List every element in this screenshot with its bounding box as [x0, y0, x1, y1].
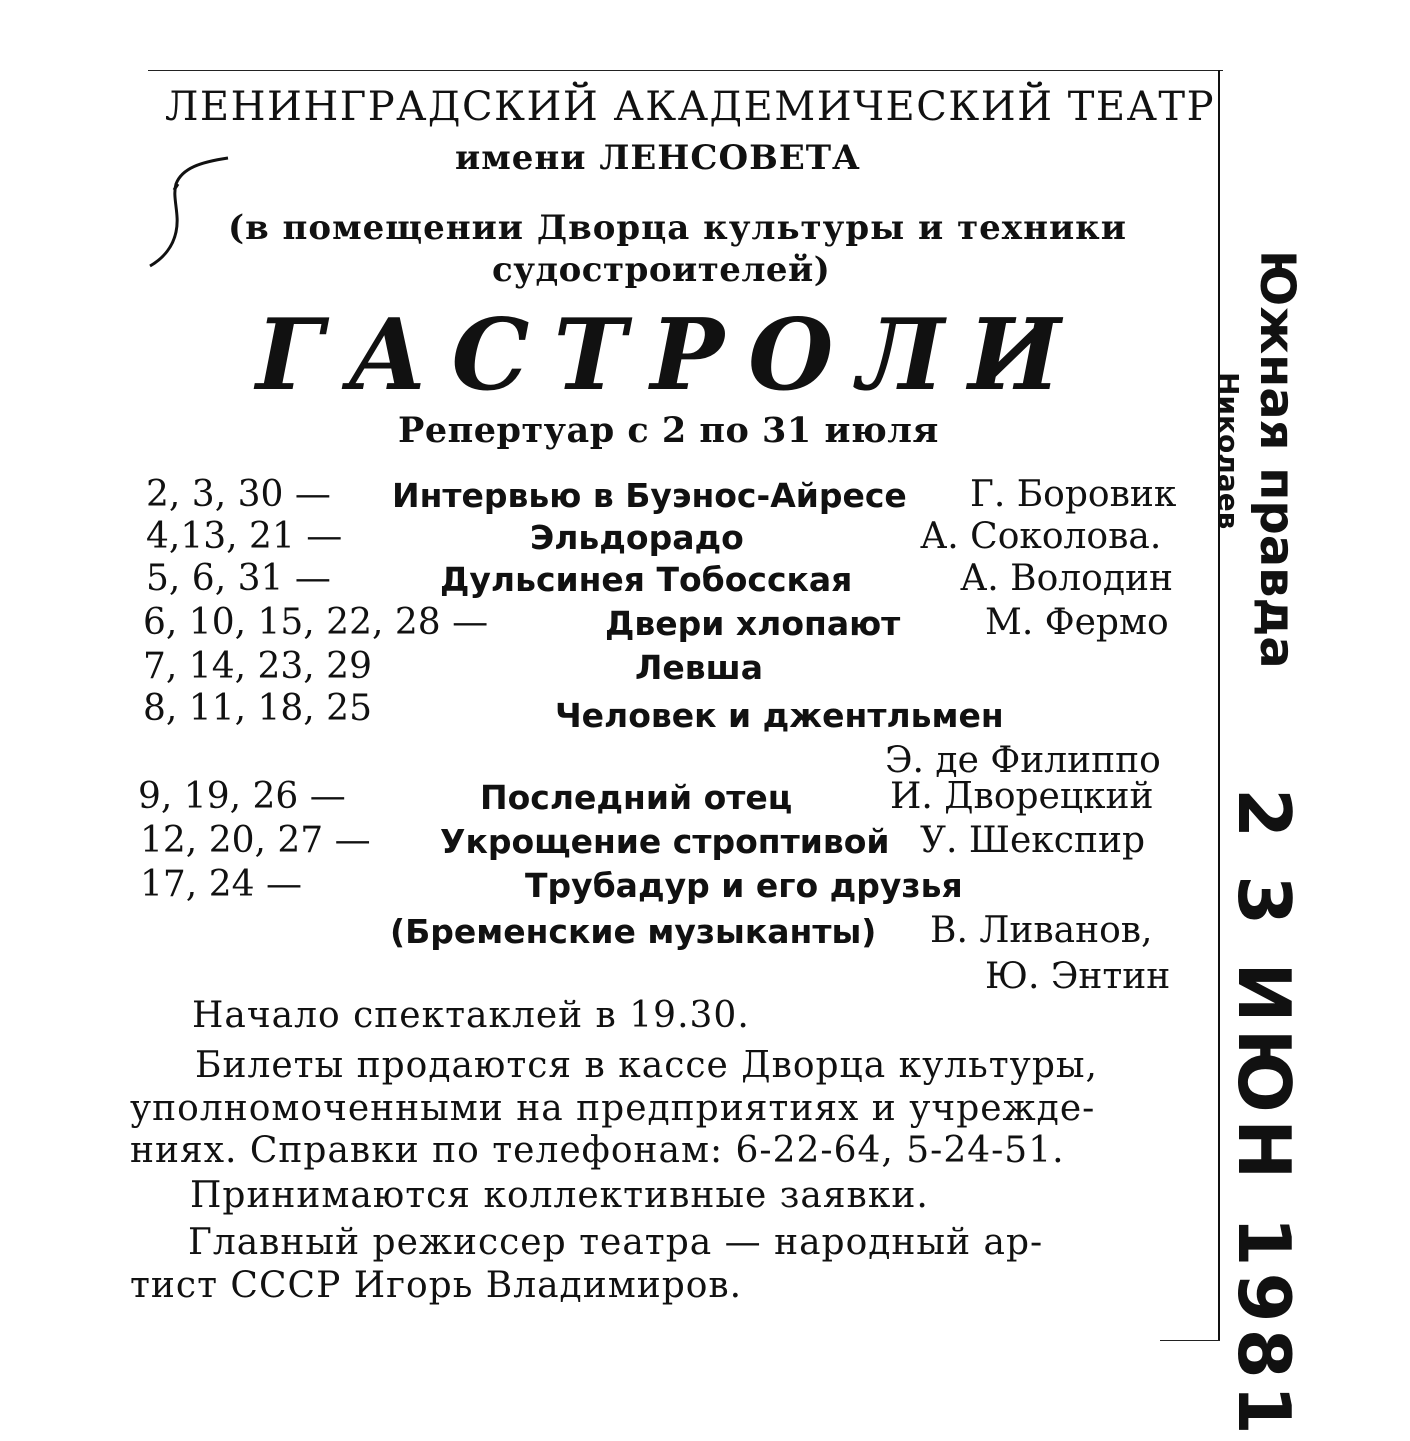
schedule-dates: 4,13, 21 — [146, 516, 343, 557]
schedule-title: Человек и джентльмен [555, 696, 1004, 735]
schedule-author: Э. де Филиппо [885, 740, 1161, 781]
tickets-line-1: Билеты продаются в кассе Дворца культуры, [195, 1045, 1098, 1086]
schedule-author-line-2: Ю. Энтин [985, 956, 1171, 997]
schedule-title: Последний отец [480, 778, 793, 817]
schedule-author: А. Володин [960, 558, 1173, 599]
named-after: имени ЛЕНСОВЕТА [455, 138, 861, 178]
schedule-title-line-2: (Бременские музыканты) [390, 912, 877, 951]
stamp-publication: Южная правда [1249, 250, 1305, 669]
schedule-author: И. Дворецкий [890, 776, 1154, 817]
venue-line-2: судостроителей) [492, 250, 831, 290]
tickets-line-2: уполномоченными на предприятиях и учрежде- [130, 1088, 1096, 1129]
schedule-dates: 7, 14, 23, 29 [143, 646, 372, 687]
schedule-dates: 2, 3, 30 — [146, 474, 331, 515]
schedule-title: Левша [635, 648, 763, 687]
director-line-1: Главный режиссер театра — народный ар- [188, 1222, 1044, 1263]
schedule-dates: 12, 20, 27 — [140, 820, 371, 861]
stamp-date: 2 3 ИЮН 1981 [1222, 788, 1306, 1441]
top-rule [148, 70, 1223, 71]
repertoire-heading: Репертуар с 2 по 31 июля [398, 410, 939, 451]
schedule-author: В. Ливанов, [930, 910, 1153, 951]
schedule-author: А. Соколова. [920, 516, 1162, 557]
schedule-author: М. Фермо [985, 602, 1169, 643]
venue-line-1: (в помещении Дворца культуры и техники [228, 208, 1127, 248]
schedule-dates: 17, 24 — [140, 864, 302, 905]
schedule-dates: 6, 10, 15, 22, 28 — [143, 602, 489, 643]
schedule-title: Трубадур и его друзья [525, 866, 963, 905]
schedule-title: Укрощение строптивой [440, 822, 890, 861]
tickets-line-3: ниях. Справки по телефонам: 6-22-64, 5-24-51. [130, 1130, 1065, 1171]
schedule-title: Интервью в Буэнос-Айресе [392, 476, 907, 515]
director-line-2: тист СССР Игорь Владимиров. [130, 1265, 743, 1306]
bottom-rule [1160, 1340, 1220, 1341]
schedule-title: Эльдорадо [530, 518, 744, 557]
start-time-note: Начало спектаклей в 19.30. [192, 995, 750, 1036]
schedule-dates: 9, 19, 26 — [138, 776, 346, 817]
headline: ГАСТРОЛИ [256, 298, 1085, 413]
group-orders-note: Принимаются коллективные заявки. [190, 1175, 929, 1216]
schedule-title: Двери хлопают [605, 604, 901, 643]
schedule-title: Дульсинея Тобосская [440, 560, 853, 599]
schedule-dates: 5, 6, 31 — [146, 558, 331, 599]
schedule-author: Г. Боровик [970, 474, 1177, 515]
theatre-name: ЛЕНИНГРАДСКИЙ АКАДЕМИЧЕСКИЙ ТЕАТР [165, 84, 1216, 130]
schedule-dates: 8, 11, 18, 25 [143, 688, 372, 729]
stamp-city: Николаев [1212, 372, 1245, 530]
schedule-author: У. Шекспир [920, 820, 1145, 861]
right-rule [1218, 70, 1220, 1340]
